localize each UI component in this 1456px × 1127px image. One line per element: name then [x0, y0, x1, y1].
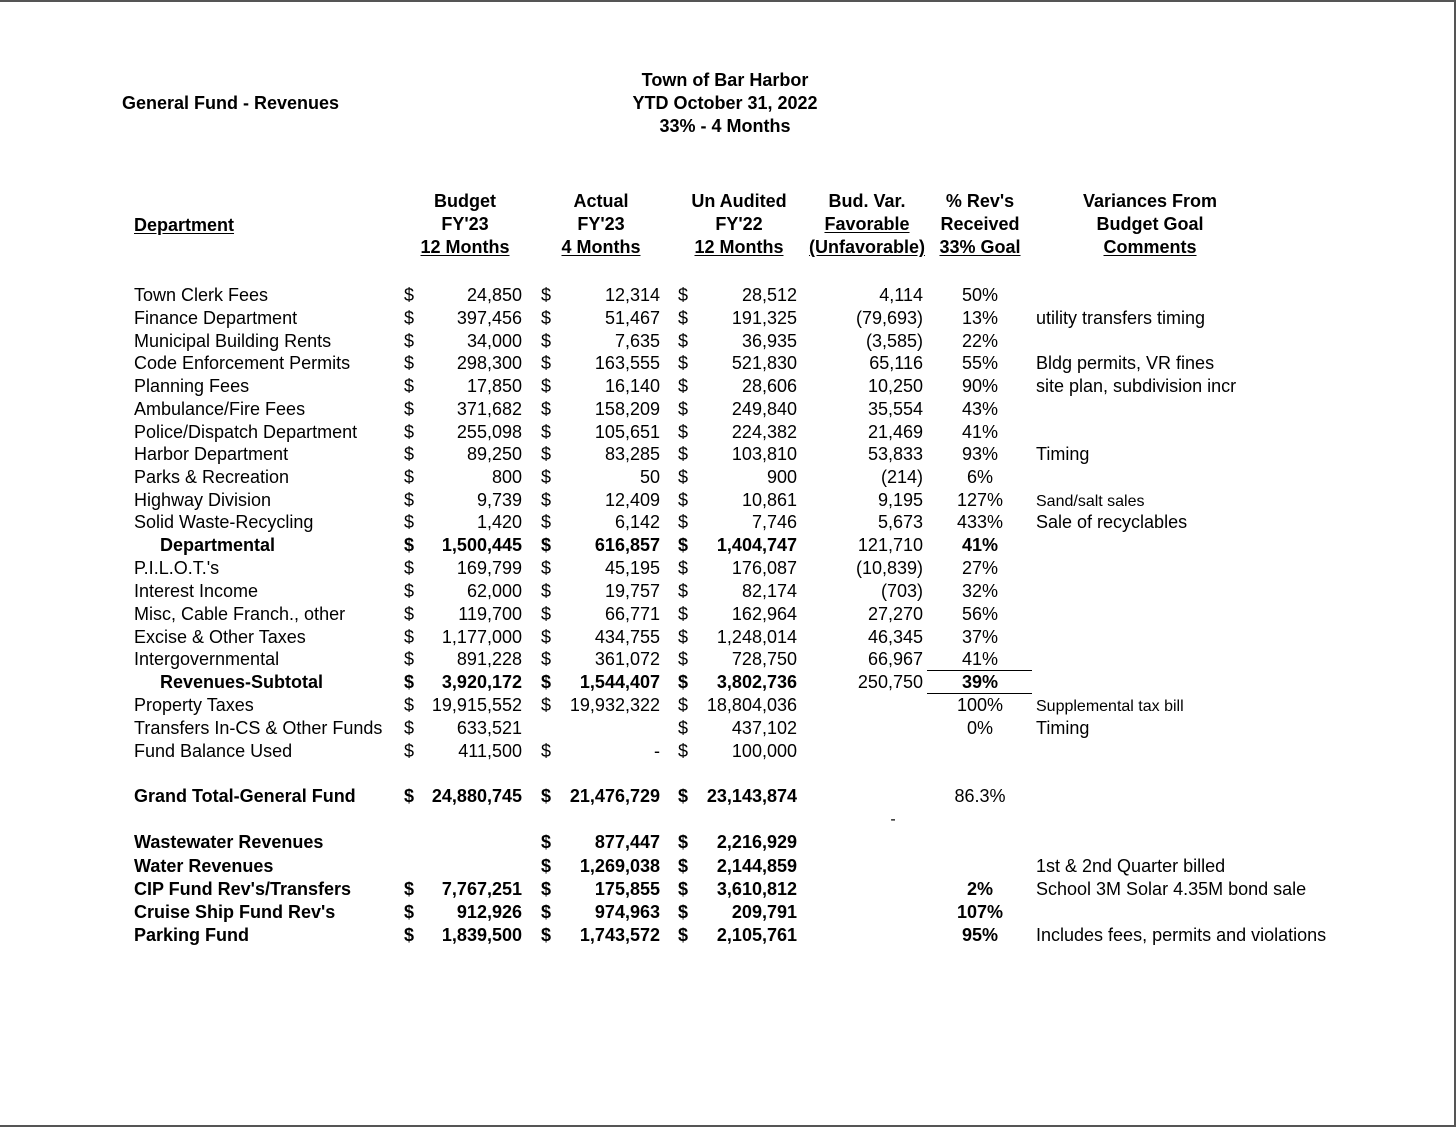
budget-dollar-sign: $	[404, 718, 415, 738]
row-unaudited: 7,746	[751, 512, 797, 532]
row-department: Interest Income	[134, 581, 259, 601]
row-budget: 62,000	[466, 581, 522, 601]
row-unaudited: 191,325	[731, 308, 797, 328]
unaudited-dollar-sign: $	[678, 444, 689, 464]
budget-dollar-sign: $	[404, 399, 415, 419]
row-actual: 7,635	[614, 331, 660, 351]
col-header-variance-2: Favorable	[824, 214, 910, 234]
row-unaudited: 224,382	[731, 422, 797, 442]
budget-dollar-sign: $	[404, 649, 415, 669]
budget-dollar-sign: $	[404, 672, 415, 692]
row-pct-received: 90%	[961, 376, 999, 396]
col-header-pct-3: 33% Goal	[939, 237, 1021, 257]
unaudited-dollar-sign: $	[678, 902, 689, 922]
unaudited-dollar-sign: $	[678, 422, 689, 442]
actual-dollar-sign: $	[541, 786, 552, 806]
budget-dollar-sign: $	[404, 490, 415, 510]
row-department: Water Revenues	[134, 856, 274, 876]
budget-dollar-sign: $	[404, 331, 415, 351]
row-budget: 24,880,745	[431, 786, 522, 806]
row-variance: (79,693)	[855, 308, 923, 328]
row-actual: 45,195	[604, 558, 660, 578]
row-unaudited: 23,143,874	[706, 786, 797, 806]
row-unaudited: 103,810	[731, 444, 797, 464]
actual-dollar-sign: $	[541, 856, 552, 876]
row-actual: 877,447	[594, 832, 660, 852]
row-department: Solid Waste-Recycling	[134, 512, 314, 532]
row-unaudited: 1,404,747	[716, 535, 797, 555]
unaudited-dollar-sign: $	[678, 376, 689, 396]
row-pct-received: 55%	[961, 353, 999, 373]
row-department: CIP Fund Rev's/Transfers	[134, 879, 352, 899]
row-budget: 9,739	[476, 490, 522, 510]
row-budget: 912,926	[456, 902, 522, 922]
row-unaudited: 249,840	[731, 399, 797, 419]
row-budget: 3,920,172	[441, 672, 522, 692]
row-department: Planning Fees	[134, 376, 250, 396]
row-department: Transfers In-CS & Other Funds	[134, 718, 383, 738]
row-unaudited: 521,830	[731, 353, 797, 373]
row-pct-received: 41%	[961, 649, 999, 669]
row-comment: Timing	[1036, 718, 1090, 738]
report-period: YTD October 31, 2022	[632, 93, 818, 113]
row-unaudited: 3,610,812	[716, 879, 797, 899]
actual-dollar-sign: $	[541, 627, 552, 647]
row-comment: Sale of recyclables	[1036, 512, 1188, 532]
actual-dollar-sign: $	[541, 581, 552, 601]
unaudited-dollar-sign: $	[678, 627, 689, 647]
row-comment: School 3M Solar 4.35M bond sale	[1036, 879, 1307, 899]
budget-dollar-sign: $	[404, 535, 415, 555]
actual-dollar-sign: $	[541, 558, 552, 578]
unaudited-dollar-sign: $	[678, 879, 689, 899]
budget-dollar-sign: $	[404, 879, 415, 899]
row-variance: 250,750	[857, 672, 923, 692]
actual-dollar-sign: $	[541, 376, 552, 396]
row-department: Property Taxes	[134, 695, 254, 715]
actual-dollar-sign: $	[541, 422, 552, 442]
row-department: Code Enforcement Permits	[134, 353, 351, 373]
col-header-comments-2: Budget Goal	[1096, 214, 1204, 234]
row-budget: 298,300	[456, 353, 522, 373]
unaudited-dollar-sign: $	[678, 490, 689, 510]
row-pct-received: 0%	[966, 718, 994, 738]
row-department: Ambulance/Fire Fees	[134, 399, 306, 419]
budget-dollar-sign: $	[404, 741, 415, 761]
row-pct-received: 32%	[961, 581, 999, 601]
budget-dollar-sign: $	[404, 604, 415, 624]
unaudited-dollar-sign: $	[678, 285, 689, 305]
row-unaudited: 728,750	[731, 649, 797, 669]
row-actual: 51,467	[604, 308, 660, 328]
row-unaudited: 100,000	[731, 741, 797, 761]
budget-dollar-sign: $	[404, 353, 415, 373]
actual-dollar-sign: $	[541, 399, 552, 419]
budget-dollar-sign: $	[404, 925, 415, 945]
col-header-variance-1: Bud. Var.	[828, 191, 906, 211]
row-variance: (3,585)	[865, 331, 923, 351]
actual-dollar-sign: $	[541, 308, 552, 328]
budget-dollar-sign: $	[404, 786, 415, 806]
row-pct-received: 22%	[961, 331, 999, 351]
unaudited-dollar-sign: $	[678, 604, 689, 624]
row-actual: 616,857	[594, 535, 660, 555]
budget-dollar-sign: $	[404, 285, 415, 305]
fund-title: General Fund - Revenues	[122, 93, 340, 113]
row-variance: 35,554	[867, 399, 923, 419]
row-budget: 89,250	[466, 444, 522, 464]
unaudited-dollar-sign: $	[678, 695, 689, 715]
row-variance: 10,250	[867, 376, 923, 396]
row-pct-received: 43%	[961, 399, 999, 419]
unaudited-dollar-sign: $	[678, 718, 689, 738]
budget-dollar-sign: $	[404, 376, 415, 396]
col-header-unaudited-1: Un Audited	[691, 191, 787, 211]
col-header-actual-3: 4 Months	[561, 237, 641, 257]
row-pct-received: 95%	[961, 925, 999, 945]
grand-total-variance-mark: -	[890, 811, 896, 828]
row-pct-received: 37%	[961, 627, 999, 647]
row-budget: 1,839,500	[441, 925, 522, 945]
row-variance: 53,833	[867, 444, 923, 464]
row-department: P.I.L.O.T.'s	[134, 558, 220, 578]
col-header-unaudited-2: FY'22	[715, 214, 763, 234]
row-budget: 1,177,000	[441, 627, 522, 647]
row-actual: 974,963	[594, 902, 660, 922]
row-actual: 83,285	[604, 444, 660, 464]
actual-dollar-sign: $	[541, 902, 552, 922]
row-budget: 1,420	[476, 512, 522, 532]
row-budget: 17,850	[466, 376, 522, 396]
col-header-unaudited-3: 12 Months	[694, 237, 784, 257]
row-actual: 66,771	[604, 604, 660, 624]
row-actual: 16,140	[604, 376, 660, 396]
col-header-department: Department	[134, 215, 235, 235]
row-pct-received: 39%	[961, 672, 999, 692]
actual-dollar-sign: $	[541, 832, 552, 852]
row-actual: 6,142	[614, 512, 660, 532]
row-budget: 397,456	[456, 308, 522, 328]
row-variance: 9,195	[877, 490, 923, 510]
row-pct-received: 127%	[956, 490, 1004, 510]
row-comment: Timing	[1036, 444, 1090, 464]
row-department: Harbor Department	[134, 444, 289, 464]
row-department: Parks & Recreation	[134, 467, 290, 487]
row-actual: 361,072	[594, 649, 660, 669]
actual-dollar-sign: $	[541, 353, 552, 373]
actual-dollar-sign: $	[541, 535, 552, 555]
row-actual: 1,743,572	[579, 925, 660, 945]
row-unaudited: 3,802,736	[716, 672, 797, 692]
actual-dollar-sign: $	[541, 879, 552, 899]
row-variance: (10,839)	[855, 558, 923, 578]
col-header-actual-1: Actual	[573, 191, 629, 211]
actual-dollar-sign: $	[541, 490, 552, 510]
row-variance: (214)	[880, 467, 923, 487]
unaudited-dollar-sign: $	[678, 741, 689, 761]
row-unaudited: 28,512	[741, 285, 797, 305]
actual-dollar-sign: $	[541, 604, 552, 624]
col-header-comments-1: Variances From	[1082, 191, 1218, 211]
row-comment: site plan, subdivision incr	[1036, 376, 1237, 396]
row-comment: utility transfers timing	[1036, 308, 1206, 328]
row-variance: 121,710	[857, 535, 923, 555]
row-department: Finance Department	[134, 308, 298, 328]
actual-dollar-sign: $	[541, 925, 552, 945]
unaudited-dollar-sign: $	[678, 467, 689, 487]
col-header-pct-2: Received	[940, 214, 1020, 234]
row-pct-received: 56%	[961, 604, 999, 624]
row-budget: 169,799	[456, 558, 522, 578]
row-variance: (703)	[880, 581, 923, 601]
budget-dollar-sign: $	[404, 695, 415, 715]
unaudited-dollar-sign: $	[678, 535, 689, 555]
row-actual: -	[654, 741, 660, 761]
budget-dollar-sign: $	[404, 512, 415, 532]
row-variance: 4,114	[879, 285, 923, 305]
unaudited-dollar-sign: $	[678, 832, 689, 852]
row-pct-received: 41%	[961, 535, 999, 555]
unaudited-dollar-sign: $	[678, 353, 689, 373]
unaudited-dollar-sign: $	[678, 856, 689, 876]
budget-dollar-sign: $	[404, 467, 415, 487]
unaudited-dollar-sign: $	[678, 512, 689, 532]
row-department: Revenues-Subtotal	[160, 672, 324, 692]
row-pct-received: 433%	[956, 512, 1004, 532]
unaudited-dollar-sign: $	[678, 399, 689, 419]
row-department: Intergovernmental	[134, 649, 280, 669]
row-variance: 46,345	[867, 627, 923, 647]
actual-dollar-sign: $	[541, 512, 552, 532]
col-header-pct-1: % Rev's	[945, 191, 1015, 211]
row-department: Police/Dispatch Department	[134, 422, 358, 442]
unaudited-dollar-sign: $	[678, 649, 689, 669]
row-actual: 19,757	[604, 581, 660, 601]
row-actual: 105,651	[594, 422, 660, 442]
actual-dollar-sign: $	[541, 649, 552, 669]
row-department: Misc, Cable Franch., other	[134, 604, 346, 624]
row-unaudited: 28,606	[741, 376, 797, 396]
row-budget: 371,682	[456, 399, 522, 419]
row-pct-received: 13%	[961, 308, 999, 328]
unaudited-dollar-sign: $	[678, 672, 689, 692]
row-unaudited: 437,102	[731, 718, 797, 738]
row-actual: 12,409	[604, 490, 660, 510]
row-budget: 24,850	[466, 285, 522, 305]
row-pct-received: 93%	[961, 444, 999, 464]
row-variance: 27,270	[867, 604, 923, 624]
col-header-variance-3: (Unfavorable)	[808, 237, 926, 257]
row-unaudited: 176,087	[731, 558, 797, 578]
row-unaudited: 82,174	[741, 581, 797, 601]
actual-dollar-sign: $	[541, 741, 552, 761]
row-pct-received: 86.3%	[954, 786, 1006, 806]
row-actual: 50	[639, 467, 660, 487]
row-budget: 800	[491, 467, 522, 487]
row-variance: 5,673	[877, 512, 923, 532]
actual-dollar-sign: $	[541, 695, 552, 715]
row-department: Fund Balance Used	[134, 741, 293, 761]
row-department: Parking Fund	[134, 925, 250, 945]
col-header-comments-3: Comments	[1103, 237, 1197, 257]
row-department: Grand Total-General Fund	[134, 786, 356, 806]
row-pct-received: 100%	[956, 695, 1004, 715]
row-comment: Includes fees, permits and violations	[1036, 925, 1327, 945]
row-unaudited: 2,144,859	[716, 856, 797, 876]
row-department: Highway Division	[134, 490, 272, 510]
row-actual: 434,755	[594, 627, 660, 647]
row-department: Excise & Other Taxes	[134, 627, 306, 647]
row-actual: 158,209	[594, 399, 660, 419]
row-unaudited: 162,964	[731, 604, 797, 624]
budget-dollar-sign: $	[404, 581, 415, 601]
row-comment: Sand/salt sales	[1036, 493, 1145, 510]
row-department: Town Clerk Fees	[134, 285, 269, 305]
row-actual: 12,314	[604, 285, 660, 305]
row-budget: 19,915,552	[431, 695, 522, 715]
unaudited-dollar-sign: $	[678, 925, 689, 945]
row-unaudited: 10,861	[741, 490, 797, 510]
actual-dollar-sign: $	[541, 467, 552, 487]
row-unaudited: 2,105,761	[716, 925, 797, 945]
actual-dollar-sign: $	[541, 285, 552, 305]
period-progress: 33% - 4 Months	[659, 116, 791, 136]
row-department: Municipal Building Rents	[134, 331, 332, 351]
row-variance: 21,469	[867, 422, 923, 442]
row-budget: 7,767,251	[441, 879, 522, 899]
row-actual: 19,932,322	[569, 695, 660, 715]
budget-dollar-sign: $	[404, 627, 415, 647]
row-budget: 633,521	[456, 718, 522, 738]
unaudited-dollar-sign: $	[678, 558, 689, 578]
row-pct-received: 107%	[956, 902, 1004, 922]
row-budget: 255,098	[456, 422, 522, 442]
row-unaudited: 1,248,014	[716, 627, 797, 647]
row-unaudited: 900	[766, 467, 797, 487]
budget-dollar-sign: $	[404, 444, 415, 464]
row-department: Cruise Ship Fund Rev's	[134, 902, 336, 922]
budget-dollar-sign: $	[404, 558, 415, 578]
row-department: Departmental	[160, 535, 276, 555]
row-variance: 65,116	[869, 353, 923, 373]
budget-dollar-sign: $	[404, 422, 415, 442]
row-pct-received: 27%	[961, 558, 999, 578]
row-comment: Bldg permits, VR fines	[1036, 353, 1215, 373]
row-actual: 175,855	[594, 879, 660, 899]
budget-dollar-sign: $	[404, 902, 415, 922]
row-budget: 891,228	[456, 649, 522, 669]
row-department: Wastewater Revenues	[134, 832, 324, 852]
row-budget: 1,500,445	[441, 535, 522, 555]
row-variance: 66,967	[867, 649, 923, 669]
row-unaudited: 36,935	[741, 331, 797, 351]
actual-dollar-sign: $	[541, 444, 552, 464]
unaudited-dollar-sign: $	[678, 308, 689, 328]
col-header-budget-1: Budget	[434, 191, 496, 211]
row-actual: 21,476,729	[569, 786, 660, 806]
row-comment: Supplemental tax bill	[1036, 698, 1184, 715]
row-budget: 411,500	[458, 741, 522, 761]
row-actual: 1,269,038	[579, 856, 660, 876]
row-unaudited: 2,216,929	[716, 832, 797, 852]
unaudited-dollar-sign: $	[678, 331, 689, 351]
actual-dollar-sign: $	[541, 331, 552, 351]
row-unaudited: 18,804,036	[706, 695, 797, 715]
row-unaudited: 209,791	[731, 902, 797, 922]
unaudited-dollar-sign: $	[678, 581, 689, 601]
row-budget: 34,000	[466, 331, 522, 351]
page-border-top	[0, 0, 1456, 2]
row-actual: 1,544,407	[579, 672, 660, 692]
budget-dollar-sign: $	[404, 308, 415, 328]
row-actual: 163,555	[594, 353, 660, 373]
col-header-actual-2: FY'23	[577, 214, 625, 234]
town-name: Town of Bar Harbor	[641, 70, 809, 90]
row-budget: 119,700	[458, 604, 522, 624]
row-pct-received: 41%	[961, 422, 999, 442]
row-pct-received: 50%	[961, 285, 999, 305]
row-comment: 1st & 2nd Quarter billed	[1036, 856, 1226, 876]
col-header-budget-3: 12 Months	[420, 237, 510, 257]
unaudited-dollar-sign: $	[678, 786, 689, 806]
row-pct-received: 6%	[966, 467, 994, 487]
actual-dollar-sign: $	[541, 672, 552, 692]
row-pct-received: 2%	[966, 879, 994, 899]
col-header-budget-2: FY'23	[441, 214, 489, 234]
